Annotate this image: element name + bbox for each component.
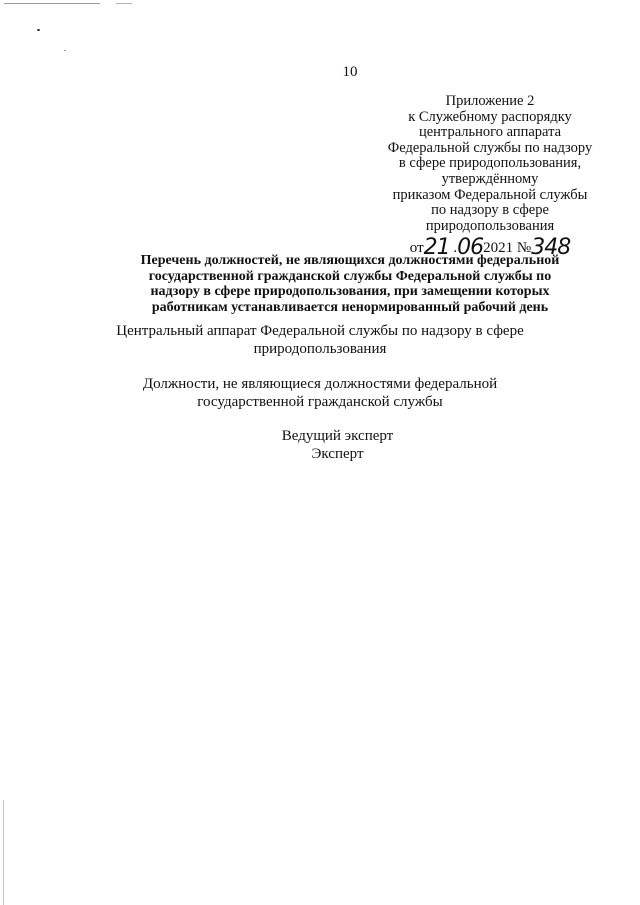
number-sign: № (516, 240, 532, 257)
document-title (60, 253, 640, 315)
appendix-line: утверждённому (441, 170, 539, 187)
scan-artifact-dot (64, 50, 66, 51)
handwritten-month: 06 (457, 235, 484, 261)
page-number: 10 (342, 64, 358, 80)
position-item: Ведущий эксперт (281, 428, 394, 444)
position-item: Эксперт (311, 445, 364, 462)
appendix-line: природопользования (425, 217, 555, 234)
handwritten-day: 21 (423, 235, 450, 261)
organization-line: Центральный аппарат Федеральной службы по надзору в сфере (116, 323, 524, 339)
scan-artifact-line (4, 3, 100, 4)
title-line: Перечень должностей, не являющихся должностями федеральной (140, 253, 560, 268)
scan-artifact-line (116, 3, 132, 4)
appendix-line: центрального аппарата (418, 124, 562, 141)
appendix-line: к Служебному распорядку (408, 108, 572, 125)
title-line: работникам устанавливается ненормированный рабочий день (151, 299, 549, 315)
date-prefix: от (409, 240, 424, 257)
title-line: надзору в сфере природопользования, при замещении которых (150, 284, 550, 299)
scan-artifact-dot (37, 29, 40, 31)
section-line: Должности, не являющиеся должностями федеральной (142, 376, 498, 392)
date-year: 2021 (483, 240, 514, 257)
appendix-line: приказом Федеральной службы (392, 186, 588, 203)
appendix-line: в сфере природопользования, (398, 155, 582, 172)
handwritten-order-number: 348 (531, 235, 571, 261)
scan-artifact-edge (3, 800, 4, 905)
section-line: государственной гражданской службы (197, 394, 443, 410)
organization-line: природопользования (253, 341, 387, 357)
appendix-line: Приложение 2 (445, 93, 535, 109)
title-line: государственной гражданской службы Федеральной службы по (148, 268, 552, 284)
section-heading (60, 375, 580, 411)
organization-heading (60, 322, 580, 358)
order-date-row: от21 .062021 №348 (409, 235, 571, 261)
appendix-block (370, 93, 610, 261)
appendix-line: Федеральной службы по надзору (387, 139, 593, 156)
appendix-line: по надзору в сфере (431, 202, 549, 219)
positions-list (60, 428, 615, 463)
